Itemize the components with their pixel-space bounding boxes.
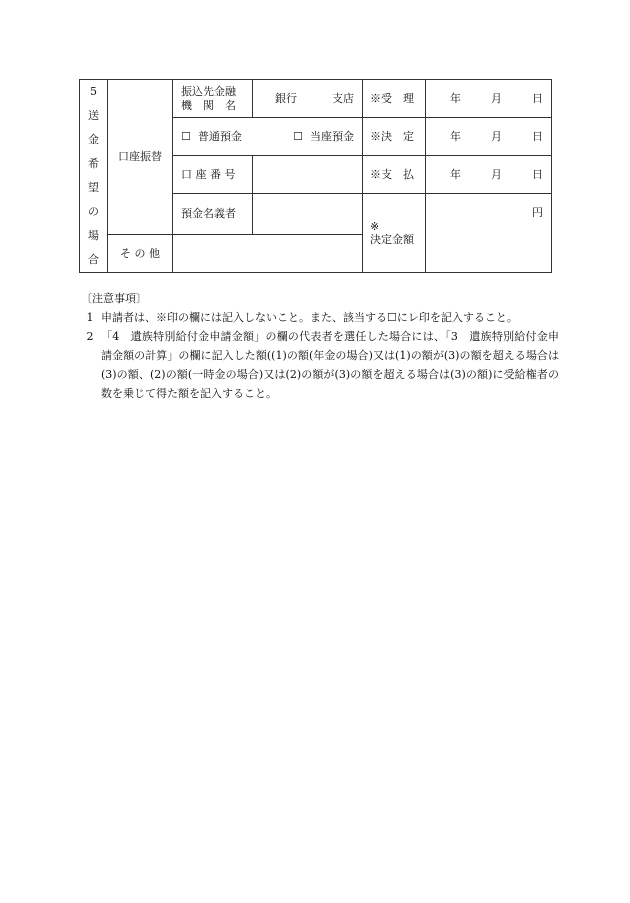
decided-date-field xyxy=(426,118,552,156)
current-deposit-label: 当座預金 xyxy=(310,129,354,143)
section-title-char: 金 xyxy=(88,133,99,146)
note-text: 申請者は、※印の欄には記入しないこと。また、該当する☐にレ印を記入すること。 xyxy=(101,311,518,324)
year-label: 年 xyxy=(450,129,461,143)
section-title-char: 5 xyxy=(90,85,97,98)
section-title-char: 合 xyxy=(88,253,99,266)
year-label: 年 xyxy=(450,91,461,105)
note-text: 「4 遺族特別給付金申請金額」の欄の代表者を選任した場合には、「3 遺族特別給付金申請金額の計算」の欄に記入した額((1)の額(年金の場合)又は(1)の額が(3)の額を超える場合は(3)の額、(2)の額(一時金の場合)又は(2)の額が(3)の額を超える場合は(3)の額)に受給権者の数を乗じて得た額を記入すること。 xyxy=(101,330,559,400)
day-label: 日 xyxy=(532,91,543,105)
transfer-label: 口座振替 xyxy=(108,80,173,235)
section-title-char: 望 xyxy=(88,181,99,194)
day-label: 日 xyxy=(532,129,543,143)
account-number-label: 口 座 番 号 xyxy=(173,156,253,194)
section-title xyxy=(80,80,108,273)
ordinary-deposit-label: 普通預金 xyxy=(197,129,242,143)
note-number: 1 xyxy=(86,311,94,324)
paid-label: ※支 払 xyxy=(363,156,426,194)
amount-label: 決定金額 xyxy=(370,233,414,246)
section-title-char: 送 xyxy=(88,109,99,122)
notes xyxy=(79,289,559,403)
section-title-char: 場 xyxy=(88,229,99,242)
branch-text: 支店 xyxy=(332,91,354,105)
account-number-field[interactable] xyxy=(253,156,363,194)
ordinary-deposit-option[interactable] xyxy=(181,130,242,143)
year-label: 年 xyxy=(450,167,461,181)
checkbox-icon[interactable]: ☐ xyxy=(293,129,303,143)
bank-name-field[interactable] xyxy=(253,80,363,118)
notes-heading: 〔注意事項〕 xyxy=(81,292,147,305)
received-date-field xyxy=(426,80,552,118)
decided-amount-field xyxy=(426,194,552,273)
note-item xyxy=(79,308,559,327)
section-title-char: の xyxy=(88,205,99,218)
bank-label xyxy=(173,80,253,118)
note-item xyxy=(79,327,559,403)
section-title-char: 希 xyxy=(88,157,99,170)
other-label: そ の 他 xyxy=(108,235,173,273)
current-deposit-option[interactable] xyxy=(293,130,354,143)
bank-label-line2: 機 関 名 xyxy=(181,98,236,112)
bank-label-line1: 振込先金融 xyxy=(181,85,236,99)
month-label: 月 xyxy=(491,167,502,181)
paid-date-field xyxy=(426,156,552,194)
deposit-type-row xyxy=(173,118,363,156)
account-holder-label: 預金名義者 xyxy=(173,194,253,235)
yen-label: 円 xyxy=(532,206,543,219)
month-label: 月 xyxy=(491,129,502,143)
amount-mark: ※ xyxy=(370,219,380,233)
remittance-table xyxy=(79,79,552,273)
account-holder-field[interactable] xyxy=(253,194,363,235)
checkbox-icon[interactable]: ☐ xyxy=(181,129,191,143)
decided-amount-label xyxy=(363,194,426,273)
received-label: ※受 理 xyxy=(363,80,426,118)
note-number: 2 xyxy=(86,330,94,343)
bank-text: 銀行 xyxy=(275,91,297,105)
day-label: 日 xyxy=(532,167,543,181)
decided-label: ※決 定 xyxy=(363,118,426,156)
month-label: 月 xyxy=(491,91,502,105)
other-field[interactable] xyxy=(173,235,363,273)
